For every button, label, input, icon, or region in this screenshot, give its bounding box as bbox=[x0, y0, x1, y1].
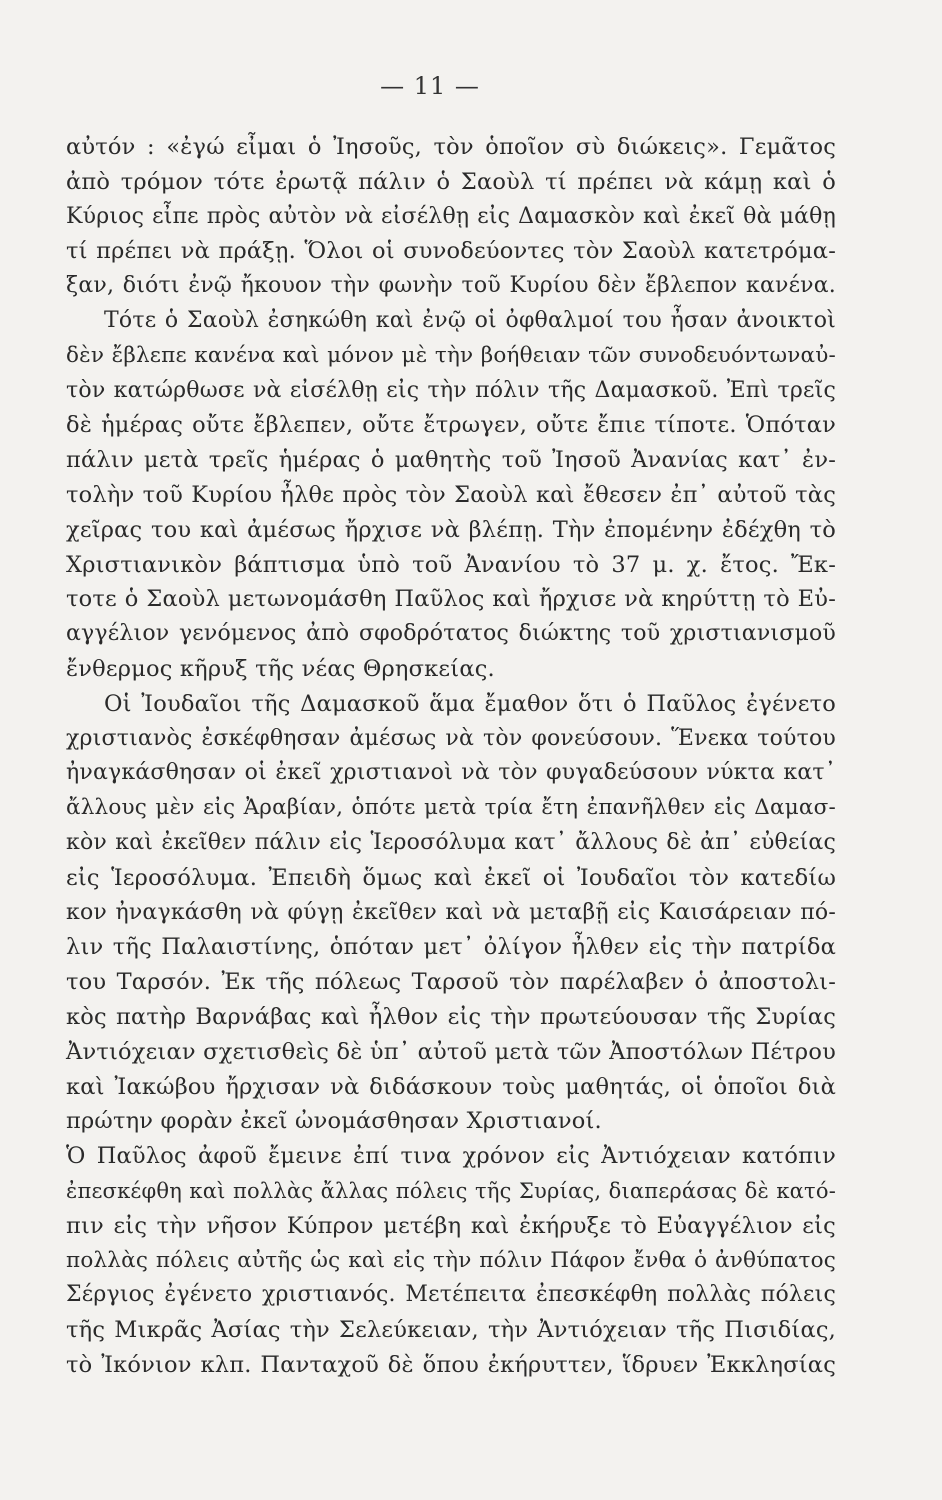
text-line: κον ἠναγκάσθη νὰ φύγῃ ἐκεῖθεν καὶ νὰ μεταβῇ εἰς Καισάρειαν πό- bbox=[66, 899, 836, 925]
text-line: πάλιν μετὰ τρεῖς ἡμέρας ὁ μαθητὴς τοῦ Ἰησοῦ Ἀνανίας κατ᾽ ἐν- bbox=[66, 447, 836, 474]
text-line: ἐπεσκέφθη καὶ πολλὰς ἄλλας πόλεις τῆς Συρίας, διαπεράσας δὲ κατό- bbox=[66, 1178, 836, 1203]
text-line: Κύριος εἶπε πρὸς αὐτὸν νὰ εἰσέλθῃ εἰς Δαμασκὸν καὶ ἐκεῖ θὰ μάθῃ bbox=[66, 203, 836, 229]
text-line: τὸν κατώρθωσε νὰ εἰσέλθῃ εἰς τὴν πόλιν τῆς Δαμασκοῦ. Ἐπὶ τρεῖς bbox=[66, 377, 836, 403]
text-line: του Ταρσόν. Ἐκ τῆς πόλεως Ταρσοῦ τὸν παρέλαβεν ὁ ἀποστολι- bbox=[66, 969, 836, 996]
text-line: Ὁ Παῦλος ἀφοῦ ἔμεινε ἐπί τινα χρόνον εἰς Ἀντιόχειαν κατόπιν bbox=[66, 1143, 836, 1170]
text-line: ἀπὸ τρόμον τότε ἐρωτᾷ πάλιν ὁ Σαοὺλ τί πρέπει νὰ κάμῃ καὶ ὁ bbox=[66, 168, 836, 195]
text-line: αγγέλιον γενόμενος ἀπὸ σφοδρότατος διώκτης τοῦ χριστιανισμοῦ bbox=[66, 621, 836, 647]
text-line: Χριστιανικὸν βάπτισμα ὑπὸ τοῦ Ἀνανίου τὸ 37 μ. χ. ἔτος. Ἔκ- bbox=[66, 551, 836, 578]
text-line: κὸν καὶ ἐκεῖθεν πάλιν εἰς Ἱεροσόλυμα κατ᾽ ἄλλους δὲ ἀπ᾽ εὐθείας bbox=[66, 829, 836, 855]
text-line: δὲν ἔβλεπε κανένα καὶ μόνον μὲ τὴν βοήθειαν τῶν συνοδευόντωναὐ- bbox=[66, 342, 836, 368]
text-line: δὲ ἡμέρας οὔτε ἔβλεπεν, οὔτε ἔτρωγεν, οὔτε ἔπιε τίποτε. Ὁπόταν bbox=[66, 412, 836, 439]
text-line: χεῖρας του καὶ ἀμέσως ἤρχισε νὰ βλέπῃ. Τὴν ἐπομένην ἐδέχθη τὸ bbox=[66, 516, 836, 543]
text-line: καὶ Ἰακώβου ἤρχισαν νὰ διδάσκουν τοὺς μαθητάς, οἱ ὁποῖοι διὰ bbox=[66, 1073, 836, 1100]
text-line: τί πρέπει νὰ πράξῃ. Ὅλοι οἱ συνοδεύοντες τὸν Σαοὺλ κατετρόμα- bbox=[66, 238, 836, 265]
text-line: πολλὰς πόλεις αὐτῆς ὡς καὶ εἰς τὴν πόλιν Πάφον ἔνθα ὁ ἀνθύπατος bbox=[66, 1247, 836, 1273]
text-line: Ἀντιόχειαν σχετισθεὶς δὲ ὑπ᾽ αὐτοῦ μετὰ τῶν Ἀποστόλων Πέτρου bbox=[66, 1038, 836, 1065]
text-line: τολὴν τοῦ Κυρίου ἦλθε πρὸς τὸν Σαοὺλ καὶ ἔθεσεν ἐπ᾽ αὐτοῦ τὰς bbox=[66, 481, 836, 508]
text-line: Τότε ὁ Σαοὺλ ἐσηκώθη καὶ ἐνῷ οἱ ὀφθαλμοί του ἦσαν ἀνοικτοὶ bbox=[104, 307, 836, 333]
body-text bbox=[66, 130, 836, 1383]
text-line: λιν τῆς Παλαιστίνης, ὁπόταν μετ᾽ ὀλίγον ἦλθεν εἰς τὴν πατρίδα bbox=[66, 934, 836, 961]
text-line: πρώτην φορὰν ἐκεῖ ὠνομάσθησαν Χριστιανοί. bbox=[66, 1108, 602, 1135]
text-line: Οἱ Ἰουδαῖοι τῆς Δαμασκοῦ ἅμα ἔμαθον ὅτι ὁ Παῦλος ἐγένετο bbox=[104, 690, 836, 717]
text-line: ἄλλους μὲν εἰς Ἀραβίαν, ὁπότε μετὰ τρία ἔτη ἐπανῆλθεν εἰς Δαμασ- bbox=[66, 795, 836, 821]
text-line: αὐτόν : «ἐγώ εἶμαι ὁ Ἰησοῦς, τὸν ὁποῖον σὺ διώκεις». Γεμᾶτος bbox=[66, 134, 836, 160]
text-line: τὸ Ἰκόνιον κλπ. Πανταχοῦ δὲ ὅπου ἐκήρυττεν, ἵδρυεν Ἐκκλησίας bbox=[66, 1351, 836, 1378]
text-line: πιν εἰς τὴν νῆσον Κύπρον μετέβη καὶ ἐκήρυξε τὸ Εὐαγγέλιον εἰς bbox=[66, 1212, 836, 1239]
text-line: ξαν, διότι ἐνῷ ἤκουον τὴν φωνὴν τοῦ Κυρίου δὲν ἔβλεπον κανένα. bbox=[66, 273, 836, 299]
page-number: — 11 — bbox=[380, 72, 480, 100]
text-line: ἔνθερμος κῆρυξ τῆς νέας Θρησκείας. bbox=[66, 655, 495, 682]
text-line: τῆς Μικρᾶς Ἀσίας τὴν Σελεύκειαν, τὴν Ἀντιόχειαν τῆς Πισιδίας, bbox=[66, 1317, 836, 1344]
text-line: τοτε ὁ Σαοὺλ μετωνομάσθη Παῦλος καὶ ἤρχισε νὰ κηρύττῃ τὸ Εὐ- bbox=[66, 586, 836, 613]
text-line: ἠναγκάσθησαν οἱ ἐκεῖ χριστιανοὶ νὰ τὸν φυγαδεύσουν νύκτα κατ᾽ bbox=[66, 760, 836, 786]
text-line: κὸς πατὴρ Βαρνάβας καὶ ἦλθον εἰς τὴν πρωτεύουσαν τῆς Συρίας bbox=[66, 1003, 836, 1030]
text-line: χριστιανὸς ἐσκέφθησαν ἀμέσως νὰ τὸν φονεύσουν. Ἕνεκα τούτου bbox=[66, 725, 836, 751]
text-line: εἰς Ἱεροσόλυμα. Ἐπειδὴ ὅμως καὶ ἐκεῖ οἱ Ἰουδαῖοι τὸν κατεδίω bbox=[66, 864, 836, 891]
text-line: Σέργιος ἐγένετο χριστιανός. Μετέπειτα ἐπεσκέφθη πολλὰς πόλεις bbox=[66, 1282, 836, 1308]
